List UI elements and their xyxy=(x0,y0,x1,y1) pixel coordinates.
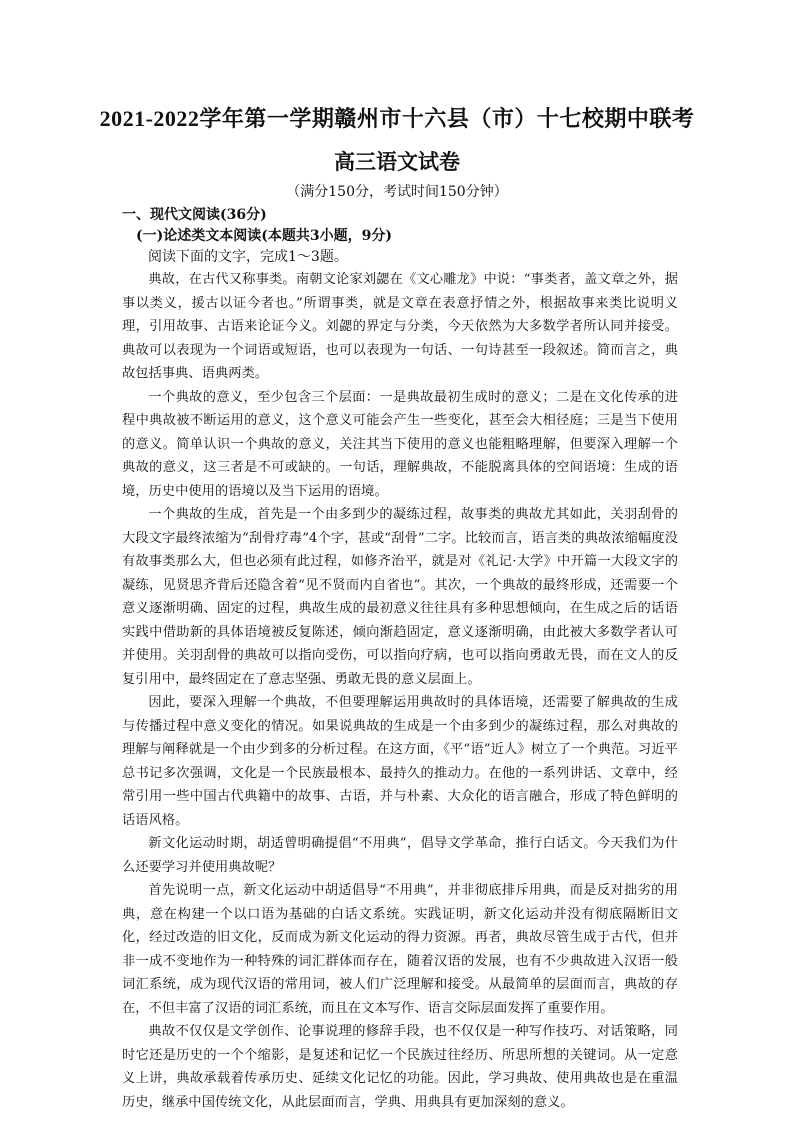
passage-paragraph: 典故，在古代又称事类。南朝文论家刘勰在《文心雕龙》中说：“事类者，盖文章之外，据事以类义，援古以证今者也。”所谓事类，就是文章在表意抒情之外，根据故事来类比说明义理，引用故事、古语来论证今义。刘勰的界定与分类，今天依然为大多数学者所认同并接受。典故可以表现为一个词语或短语，也可以表现为一句话、一句诗甚至一段叙述。简而言之，典故包括事典、语典两类。 xyxy=(122,272,678,381)
reading-instruction: 阅读下面的文字，完成1～3题。 xyxy=(148,249,348,265)
passage-paragraph: 一个典故的意义，至少包含三个层面：一是典故最初生成时的意义；二是在文化传承的进程中典故被不断运用的意义，这个意义可能会产生一些变化，甚至会大相径庭；三是当下使用的意义。简单认识一个典故的意义，关注其当下使用的意义也能粗略理解，但要深入理解一个典故的意义，这三者是不可或缺的。一句话，理解典故，不能脱离具体的空间语境：生成的语境，历史中使用的语境以及当下运用的语境。 xyxy=(122,389,678,499)
subsection-heading: (一)论述类文本阅读(本题共3小题，9分) xyxy=(136,228,392,244)
reading-passage xyxy=(122,268,678,1114)
passage-paragraph: 一个典故的生成，首先是一个由多到少的凝练过程，故事类的典故尤其如此，关羽刮骨的大段文字最终浓缩为“刮骨疗毒”4个字，甚或“刮骨”二字。比较而言，语言类的典故浓缩幅度没有故事类那么大，但也必须有此过程，如修齐治平，就是对《礼记·大学》中开篇一大段文字的凝练，见贤思齐背后还隐含着“见不贤而内自省也”。其次，一个典故的最终形成，还需要一个意义逐渐明确、固定的过程，典故生成的最初意义往往具有多种思想倾向，在生成之后的话语实践中借助新的具体语境被反复陈述，倾向渐趋固定，意义逐渐明确，由此被大多数学者认可并使用。关羽刮骨的典故可以指向受伤，可以指向疗病，也可以指向勇敢无畏，而在文人的反复引用中，最终固定在了意志坚强、勇敢无畏的意义层面上。 xyxy=(122,507,678,687)
passage-paragraph: 典故不仅仅是文学创作、论事说理的修辞手段，也不仅仅是一种写作技巧、对话策略，同时它还是历史的一个个缩影，是复述和记忆一个民族过往经历、所思所想的关键词。从一定意义上讲，典故承载着传承历史、延续文化记忆的功能。因此，学习典故、使用典故也是在重温历史，继承中国传统文化，从此层面而言，学典、用典具有更加深刻的意义。 xyxy=(122,1024,678,1110)
section-heading: 一、现代文阅读(36分) xyxy=(122,207,267,223)
passage-paragraph: 首先说明一点，新文化运动中胡适倡导“不用典”，并非彻底排斥用典，而是反对拙劣的用典，意在构建一个以口语为基础的白话文系统。实践证明，新文化运动并没有彻底隔断旧文化，经过改造的旧文化，反而成为新文化运动的得力资源。再者，典故尽管生成于古代，但并非一成不变地作为一种特殊的词汇群体而存在，随着汉语的发展，也有不少典故进入汉语一般词汇系统，成为现代汉语的常用词，被人们广泛理解和接受。从最简单的层面而言，典故的存在，不但丰富了汉语的词汇系统，而且在文本写作、语言交际层面发挥了重要作用。 xyxy=(122,883,678,1016)
exam-info: （满分150分，考试时间150分钟） xyxy=(286,184,508,200)
passage-paragraph: 因此，要深入理解一个典故，不但要理解运用典故时的具体语境，还需要了解典故的生成与传播过程中意义变化的情况。如果说典故的生成是一个由多到少的凝练过程，那么对典故的理解与阐释就是一个由少到多的分析过程。在这方面，《平“语”近人》树立了一个典范。习近平总书记多次强调，文化是一个民族最根本、最持久的推动力。在他的一系列讲话、文章中，经常引用一些中国古代典籍中的故事、古语，并与朴素、大众化的语言融合，形成了特色鲜明的话语风格。 xyxy=(122,695,678,828)
exam-title: 2021-2022学年第一学期赣州市十六县（市）十七校期中联考 xyxy=(99,106,695,131)
passage-paragraph: 新文化运动时期，胡适曾明确提倡“不用典”，倡导文学革命，推行白话文。今天我们为什么还要学习并使用典故呢？ xyxy=(122,836,678,875)
exam-subtitle: 高三语文试卷 xyxy=(334,149,460,174)
